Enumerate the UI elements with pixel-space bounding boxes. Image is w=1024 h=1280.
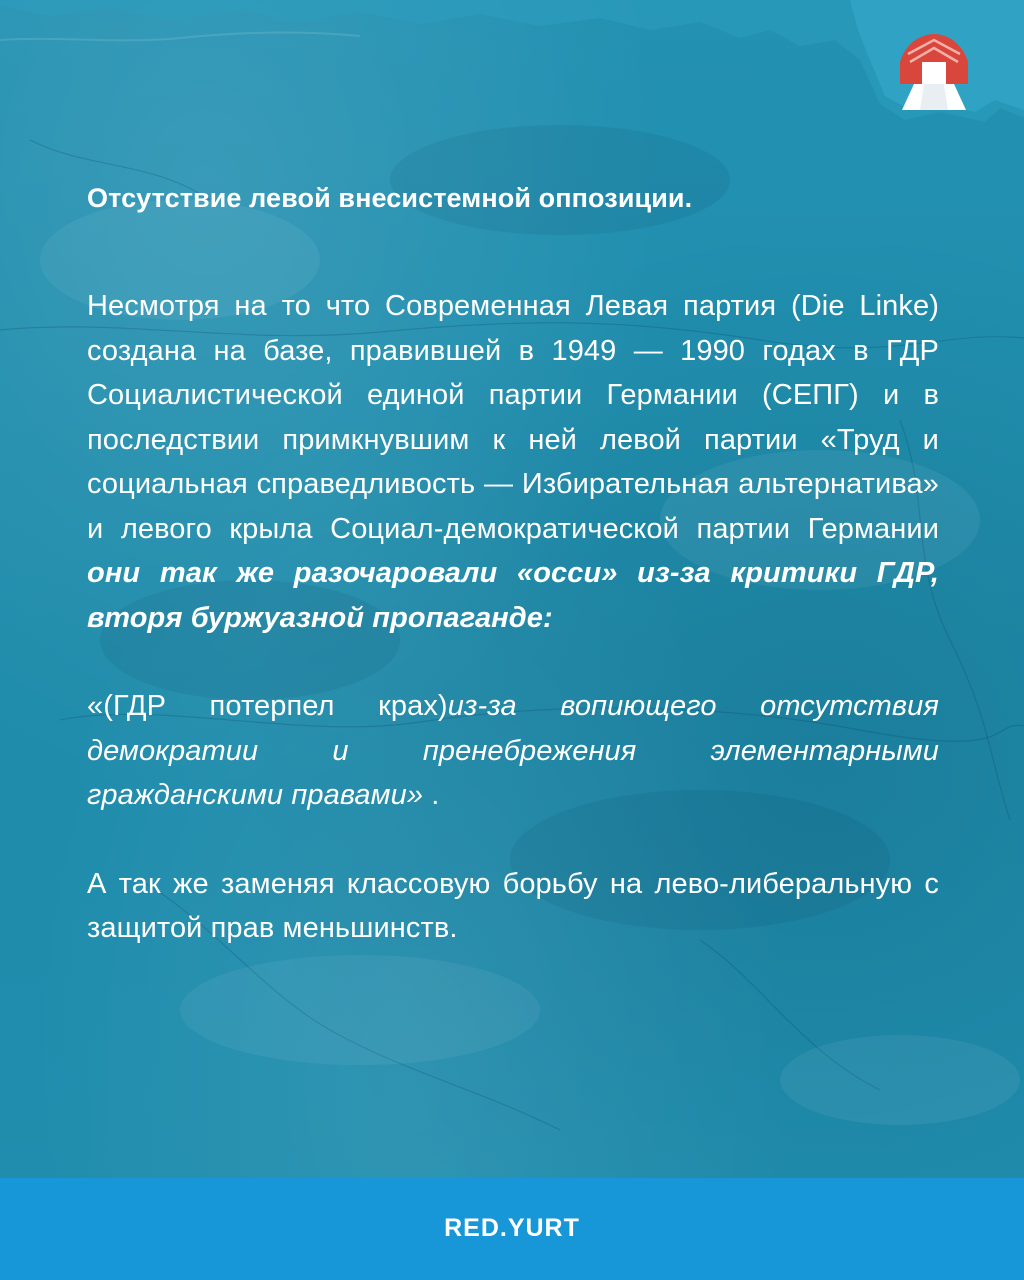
paragraph-text: Несмотря на то что Современная Левая партия (Die Linke) создана на базе, правившей в 1949 — 1990 годах в ГДР Социалистической единой партии Германии (СЕПГ) и в последствии примкнувшим к ней левой партии «Труд и социальная справедливость — Избирательная альтернатива» и левого крыла Социал-демократической партии Германии: [87, 290, 939, 545]
quote-italic: из-за вопиющего отсутствия демократии и пренебрежения элементарными гражданскими правами»: [87, 690, 939, 811]
paragraph-class-struggle: А так же заменяя классовую борьбу на лево-либеральную с защитой прав меньшинств.: [87, 867, 939, 944]
section-heading: Отсутствие левой внесистемной оппозиции.: [87, 183, 693, 213]
quote-paragraph: [87, 684, 939, 818]
main-text: [87, 176, 939, 951]
quote-suffix: .: [423, 779, 440, 811]
paragraph-emphasis: они так же разочаровали «осси» из-за критики ГДР, вторя буржуазной пропаганде:: [87, 557, 939, 634]
footer-bar: [0, 1178, 1024, 1280]
yurt-logo-icon: [896, 26, 972, 116]
torn-paper-edge: [0, 0, 1024, 130]
brand-name: RED.YURT: [444, 1214, 580, 1242]
quote-prefix: «(ГДР потерпел крах): [87, 690, 448, 722]
paragraph-die-linke: [87, 284, 939, 640]
